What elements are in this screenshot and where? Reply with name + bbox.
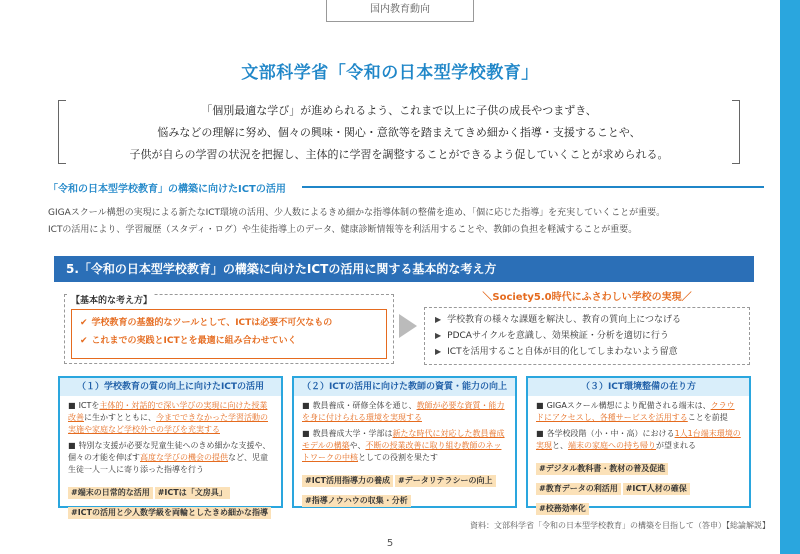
- hashtag: #校務効率化: [536, 503, 589, 515]
- column-teacher: [292, 376, 517, 508]
- hashtag: #ICT人材の確保: [623, 483, 690, 495]
- triangle-bullet-icon: ▶: [435, 315, 442, 324]
- category-tab: 国内教育動向: [326, 0, 474, 22]
- tag-list: [68, 480, 273, 520]
- quote-line: 子供が自らの学習の状況を把握し、主体的に学習を調整することができるよう促していくことが求められる。: [129, 148, 669, 161]
- hashtag: #ICT活用指導力の養成: [302, 475, 393, 487]
- hashtag: #ICTは「文房具」: [155, 487, 230, 499]
- side-accent-bar: [780, 0, 800, 554]
- tag-list: [302, 468, 507, 508]
- basic-item: ✔ これまでの実践とICTとを最適に組み合わせていく: [80, 336, 297, 346]
- check-icon: ✔: [80, 336, 88, 346]
- square-bullet-icon: ■: [302, 401, 310, 410]
- basic-concept-list: [71, 309, 387, 359]
- panel-title: 5.「令和の日本型学校教育」の構築に向けたICTの活用に関する基本的な考え方: [54, 256, 754, 282]
- check-icon: ✔: [80, 318, 88, 328]
- square-bullet-icon: ■: [536, 429, 544, 438]
- column-quality: [58, 376, 283, 517]
- basic-item: ✔ 学校教育の基盤的なツールとして、ICTは必要不可欠なもの: [80, 318, 333, 328]
- section-divider: [302, 186, 764, 188]
- column-bullet: ■ 教員養成・研修全体を通じ、教師が必要な資質・能力を身に付けられる環境を実現する: [302, 401, 505, 422]
- society-title: ＼Society5.0時代にふさわしい学校の実現／: [482, 292, 692, 303]
- triangle-bullet-icon: ▶: [435, 331, 442, 340]
- column-bullet: ■ ICTを主体的・対話的で深い学びの実現に向けた授業改善に生かすとともに、今までできなかった学習活動の実施や家庭など学校外での学びを充実する: [68, 401, 268, 434]
- source-note: 資料：文部科学省「令和の日本型学校教育」の構築を目指して（答申）【総論解説】: [470, 521, 770, 530]
- society-list: [424, 307, 750, 365]
- bracket-left-icon: [58, 100, 66, 164]
- quote-block: [58, 100, 740, 164]
- bracket-right-icon: [732, 100, 740, 164]
- column-bullet: ■ 特別な支援が必要な児童生徒へのきめ細かな支援や、個々の才能を伸ばす高度な学びの機会の提供など、児童生徒一人一人に寄り添った指導を行う: [68, 441, 271, 474]
- arrow-right-icon: [399, 314, 417, 338]
- ict-panel: [54, 256, 754, 516]
- hashtag: #端末の日常的な活用: [68, 487, 153, 499]
- square-bullet-icon: ■: [68, 441, 76, 450]
- body-line: GIGAスクール構想の実現による新たなICT環境の活用、少人数によるきめ細かな指導体制の整備を進め、「個に応じた指導」を充実していくことが重要。: [48, 208, 666, 218]
- column-heading: （１）学校教育の質の向上に向けたICTの活用: [60, 378, 281, 396]
- column-bullet: ■ 教員養成大学・学部は新たな時代に対応した教員養成モデルの構築や、不断の授業改善に取り組む教師のネットワークの中核としての役割を果たす: [302, 429, 505, 462]
- basic-concept-box: [64, 294, 394, 364]
- tag-list: [536, 456, 741, 516]
- hashtag: #データリテラシーの向上: [395, 475, 496, 487]
- society-item: ▶ PDCAサイクルを意識し、効果検証・分析を適切に行う: [435, 331, 669, 341]
- triangle-bullet-icon: ▶: [435, 347, 442, 356]
- society-item: ▶ ICTを活用すること自体が目的化してしまわないよう留意: [435, 347, 678, 357]
- hashtag: #指導ノウハウの収集・分析: [302, 495, 411, 507]
- page-title: 文部科学省「令和の日本型学校教育」: [241, 63, 539, 83]
- quote-line: 「個別最適な学び」が進められるよう、これまで以上に子供の成長やつまずき、: [201, 104, 597, 117]
- hashtag: #デジタル教科書・教材の普及促進: [536, 463, 668, 475]
- society-block: [424, 288, 750, 365]
- hashtag: #教育データの利活用: [536, 483, 621, 495]
- section-heading: 「令和の日本型学校教育」の構築に向けたICTの活用: [48, 184, 286, 195]
- column-bullet: ■ GIGAスクール構想により配備される端末は、クラウドにアクセスし、各種サービスを活用することを前提: [536, 401, 735, 422]
- page-number: 5: [386, 538, 394, 549]
- basic-concept-label: 【基本的な考え方】: [69, 293, 154, 306]
- hashtag: #ICTの活用と少人数学級を両輪としたきめ細かな指導: [68, 507, 271, 519]
- column-heading: （２）ICTの活用に向けた教師の資質・能力の向上: [294, 378, 515, 396]
- column-environment: [526, 376, 751, 513]
- society-item: ▶ 学校教育の様々な課題を解決し、教育の質向上につなげる: [435, 315, 681, 325]
- square-bullet-icon: ■: [536, 401, 544, 410]
- square-bullet-icon: ■: [68, 401, 76, 410]
- quote-line: 悩みなどの理解に努め、個々の興味・関心・意欲等を踏まえてきめ細かく指導・支援することや、: [157, 126, 641, 139]
- column-bullet: ■ 各学校段階（小・中・高）における1人1台端末環境の実現と、端末の家庭への持ち帰りが望まれる: [536, 429, 741, 450]
- body-line: ICTの活用により、学習履歴（スタディ・ログ）や生徒指導上のデータ、健康診断情報等を利活用することや、教師の負担を軽減することが重要。: [48, 225, 638, 235]
- column-heading: （３）ICT環境整備の在り方: [528, 378, 749, 396]
- square-bullet-icon: ■: [302, 429, 310, 438]
- section-body: [48, 205, 768, 239]
